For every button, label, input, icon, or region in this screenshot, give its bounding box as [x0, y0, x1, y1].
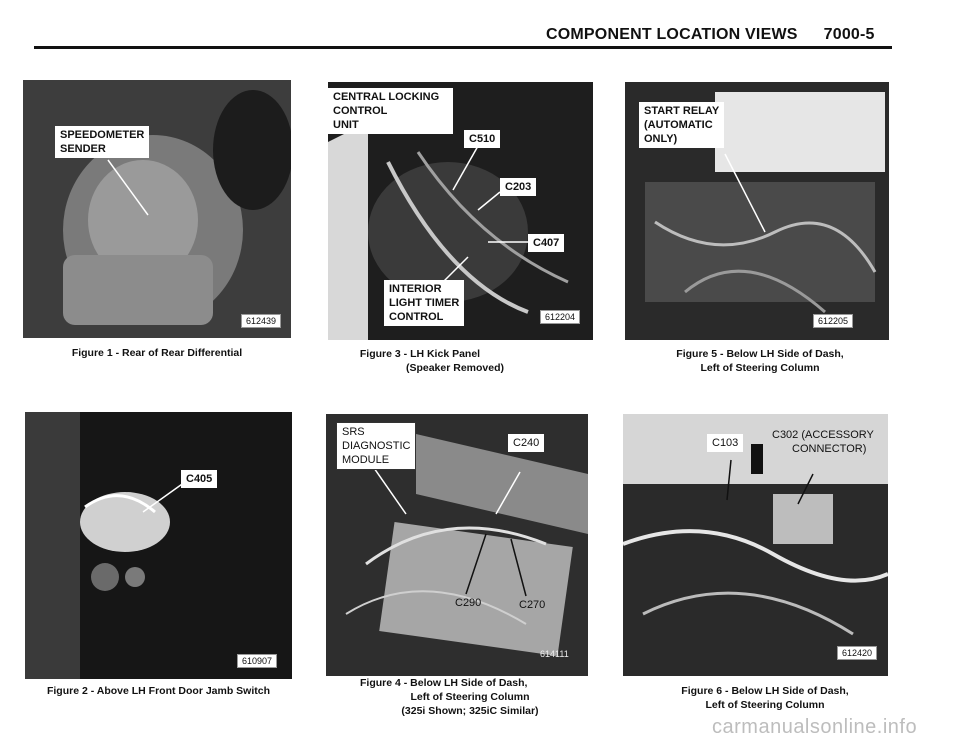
connector-c203: C203 — [500, 178, 536, 196]
connector-c407: C407 — [528, 234, 564, 252]
figure-5-photo — [625, 82, 889, 340]
speedometer-sender-label: SPEEDOMETER SENDER — [55, 126, 149, 158]
interior-light-timer-label: INTERIOR LIGHT TIMER CONTROL — [384, 280, 464, 326]
page-title: COMPONENT LOCATION VIEWS — [546, 26, 798, 43]
srs-module-label: SRS DIAGNOSTIC MODULE — [336, 422, 416, 470]
connector-c302-label: C302 (ACCESSORY CONNECTOR) — [772, 429, 874, 455]
connector-c240: C240 — [508, 434, 544, 452]
figure-3-photo — [328, 82, 593, 340]
figure-1-illustration — [23, 80, 291, 338]
figure-5-code: 612205 — [813, 314, 853, 328]
figure-2-photo — [25, 412, 292, 679]
figure-6-code: 612420 — [837, 646, 877, 660]
figure-1-code: 612439 — [241, 314, 281, 328]
connector-c103: C103 — [707, 434, 743, 452]
figure-4-code: 614111 — [540, 649, 569, 659]
figure-4-photo — [326, 414, 588, 676]
watermark: carmanualsonline.info — [712, 716, 918, 738]
connector-c270: C270 — [519, 599, 546, 611]
figure-1-caption: Figure 1 - Rear of Rear Differential — [71, 347, 243, 359]
figure-6-caption: Figure 6 - Below LH Side of Dash, Left of Steering Column — [681, 685, 849, 711]
page-number: 7000-5 — [823, 26, 875, 43]
page-header — [546, 26, 875, 44]
figure-2-code: 610907 — [237, 654, 277, 668]
figure-3-code: 612204 — [540, 310, 580, 324]
figure-2-caption: Figure 2 - Above LH Front Door Jamb Switch — [46, 685, 271, 697]
figure-4-caption: Figure 4 - Below LH Side of Dash, Left of Steering Column (325i Shown; 325iC Similar) — [360, 677, 539, 717]
figure-1-photo — [23, 80, 291, 338]
figure-2-illustration — [25, 412, 292, 679]
start-relay-label: START RELAY (AUTOMATIC ONLY) — [639, 102, 724, 148]
figure-3-caption: Figure 3 - LH Kick Panel (Speaker Removed) — [359, 348, 505, 374]
figure-5-caption: Figure 5 - Below LH Side of Dash, Left of Steering Column — [676, 348, 844, 374]
connector-c510: C510 — [464, 130, 500, 148]
connector-c405: C405 — [181, 470, 217, 488]
central-locking-label: CENTRAL LOCKING CONTROL UNIT — [328, 88, 453, 134]
figure-6-photo — [623, 414, 888, 676]
connector-c290: C290 — [455, 597, 482, 609]
header-rule — [34, 46, 892, 49]
